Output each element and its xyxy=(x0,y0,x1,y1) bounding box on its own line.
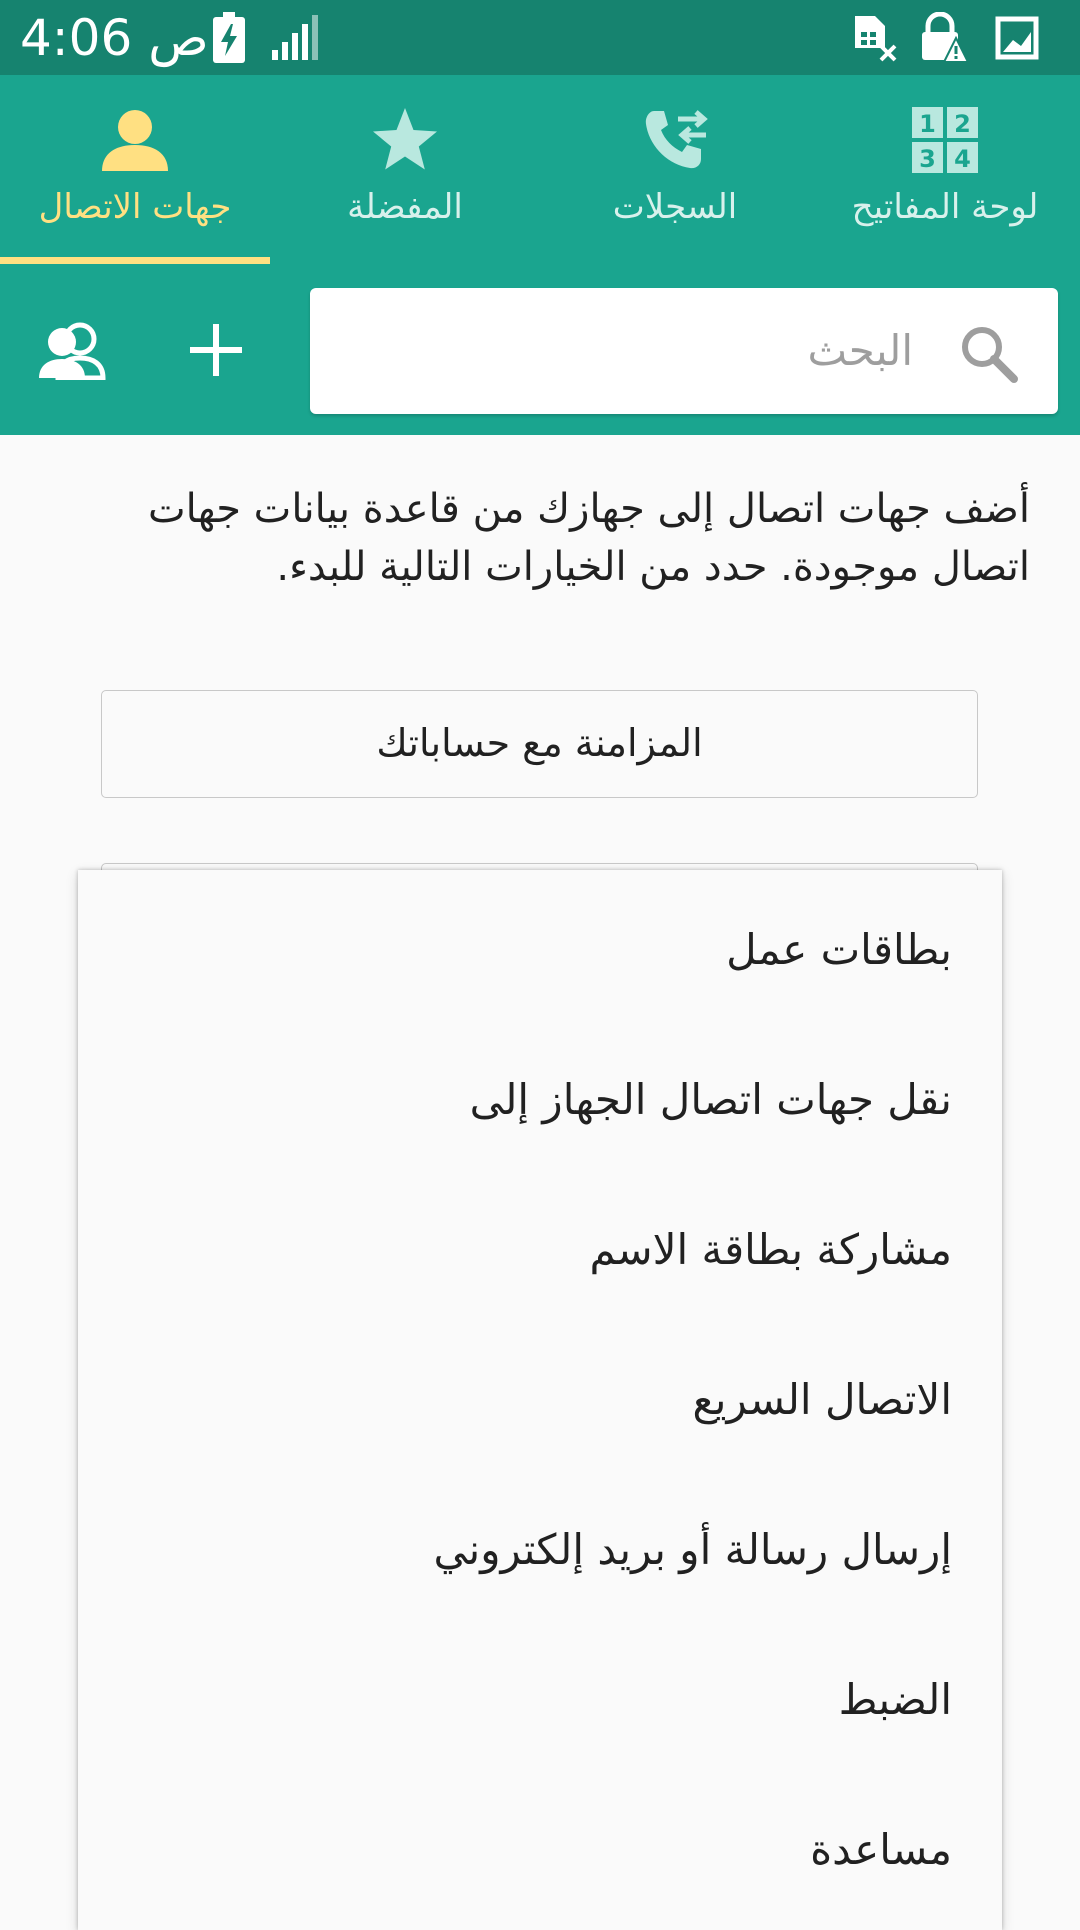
tab-logs[interactable] xyxy=(540,75,810,265)
menu-item-business-cards[interactable]: بطاقات عمل xyxy=(726,925,952,974)
keypad-key-3: 3 xyxy=(919,145,936,173)
tab-contacts[interactable] xyxy=(0,75,270,265)
lock-warning-icon xyxy=(920,12,970,64)
tab-favorites-label: المفضلة xyxy=(347,187,463,227)
menu-item-share-namecard[interactable]: مشاركة بطاقة الاسم xyxy=(589,1225,952,1274)
add-icon[interactable] xyxy=(188,322,244,378)
menu-item-help[interactable]: مساعدة xyxy=(810,1825,952,1874)
menu-item-move-device-contacts[interactable]: نقل جهات اتصال الجهاز إلى xyxy=(469,1075,952,1124)
tab-contacts-label: جهات الاتصال xyxy=(38,187,232,227)
groups-icon[interactable] xyxy=(35,322,109,380)
sim-error-icon xyxy=(853,14,899,64)
tab-logs-label: السجلات xyxy=(612,187,738,227)
tab-keypad[interactable] xyxy=(810,75,1080,265)
overflow-menu xyxy=(78,870,1002,1930)
battery-charging-icon xyxy=(212,12,246,64)
status-time: 4:06 xyxy=(20,9,133,67)
status-clock xyxy=(20,6,209,70)
search-input[interactable] xyxy=(310,288,1058,414)
gallery-icon xyxy=(995,16,1039,60)
keypad-key-1: 1 xyxy=(919,110,936,138)
call-log-icon xyxy=(640,105,710,175)
tab-keypad-label: لوحة المفاتيح xyxy=(851,187,1039,227)
app-header xyxy=(0,75,1080,435)
menu-item-speed-dial[interactable]: الاتصال السريع xyxy=(692,1375,952,1424)
keypad-icon xyxy=(910,105,980,175)
signal-icon xyxy=(270,14,322,62)
menu-item-settings[interactable]: الضبط xyxy=(838,1675,952,1724)
status-period: ص xyxy=(148,9,209,67)
star-icon xyxy=(370,105,440,175)
active-tab-indicator xyxy=(0,257,270,264)
tab-favorites[interactable] xyxy=(270,75,540,265)
status-bar xyxy=(0,0,1080,75)
person-icon xyxy=(100,105,170,175)
keypad-key-4: 4 xyxy=(954,145,971,173)
keypad-key-2: 2 xyxy=(954,110,971,138)
intro-text: أضف جهات اتصال إلى جهازك من قاعدة بيانات جهات اتصال موجودة. حدد من الخيارات التالية للبدء. xyxy=(147,486,1030,590)
search-placeholder: البحث xyxy=(807,326,913,375)
sync-accounts-button[interactable]: المزامنة مع حساباتك xyxy=(101,690,978,798)
menu-item-send-message-email[interactable]: إرسال رسالة أو بريد إلكتروني xyxy=(433,1525,952,1574)
search-icon xyxy=(958,323,1018,383)
